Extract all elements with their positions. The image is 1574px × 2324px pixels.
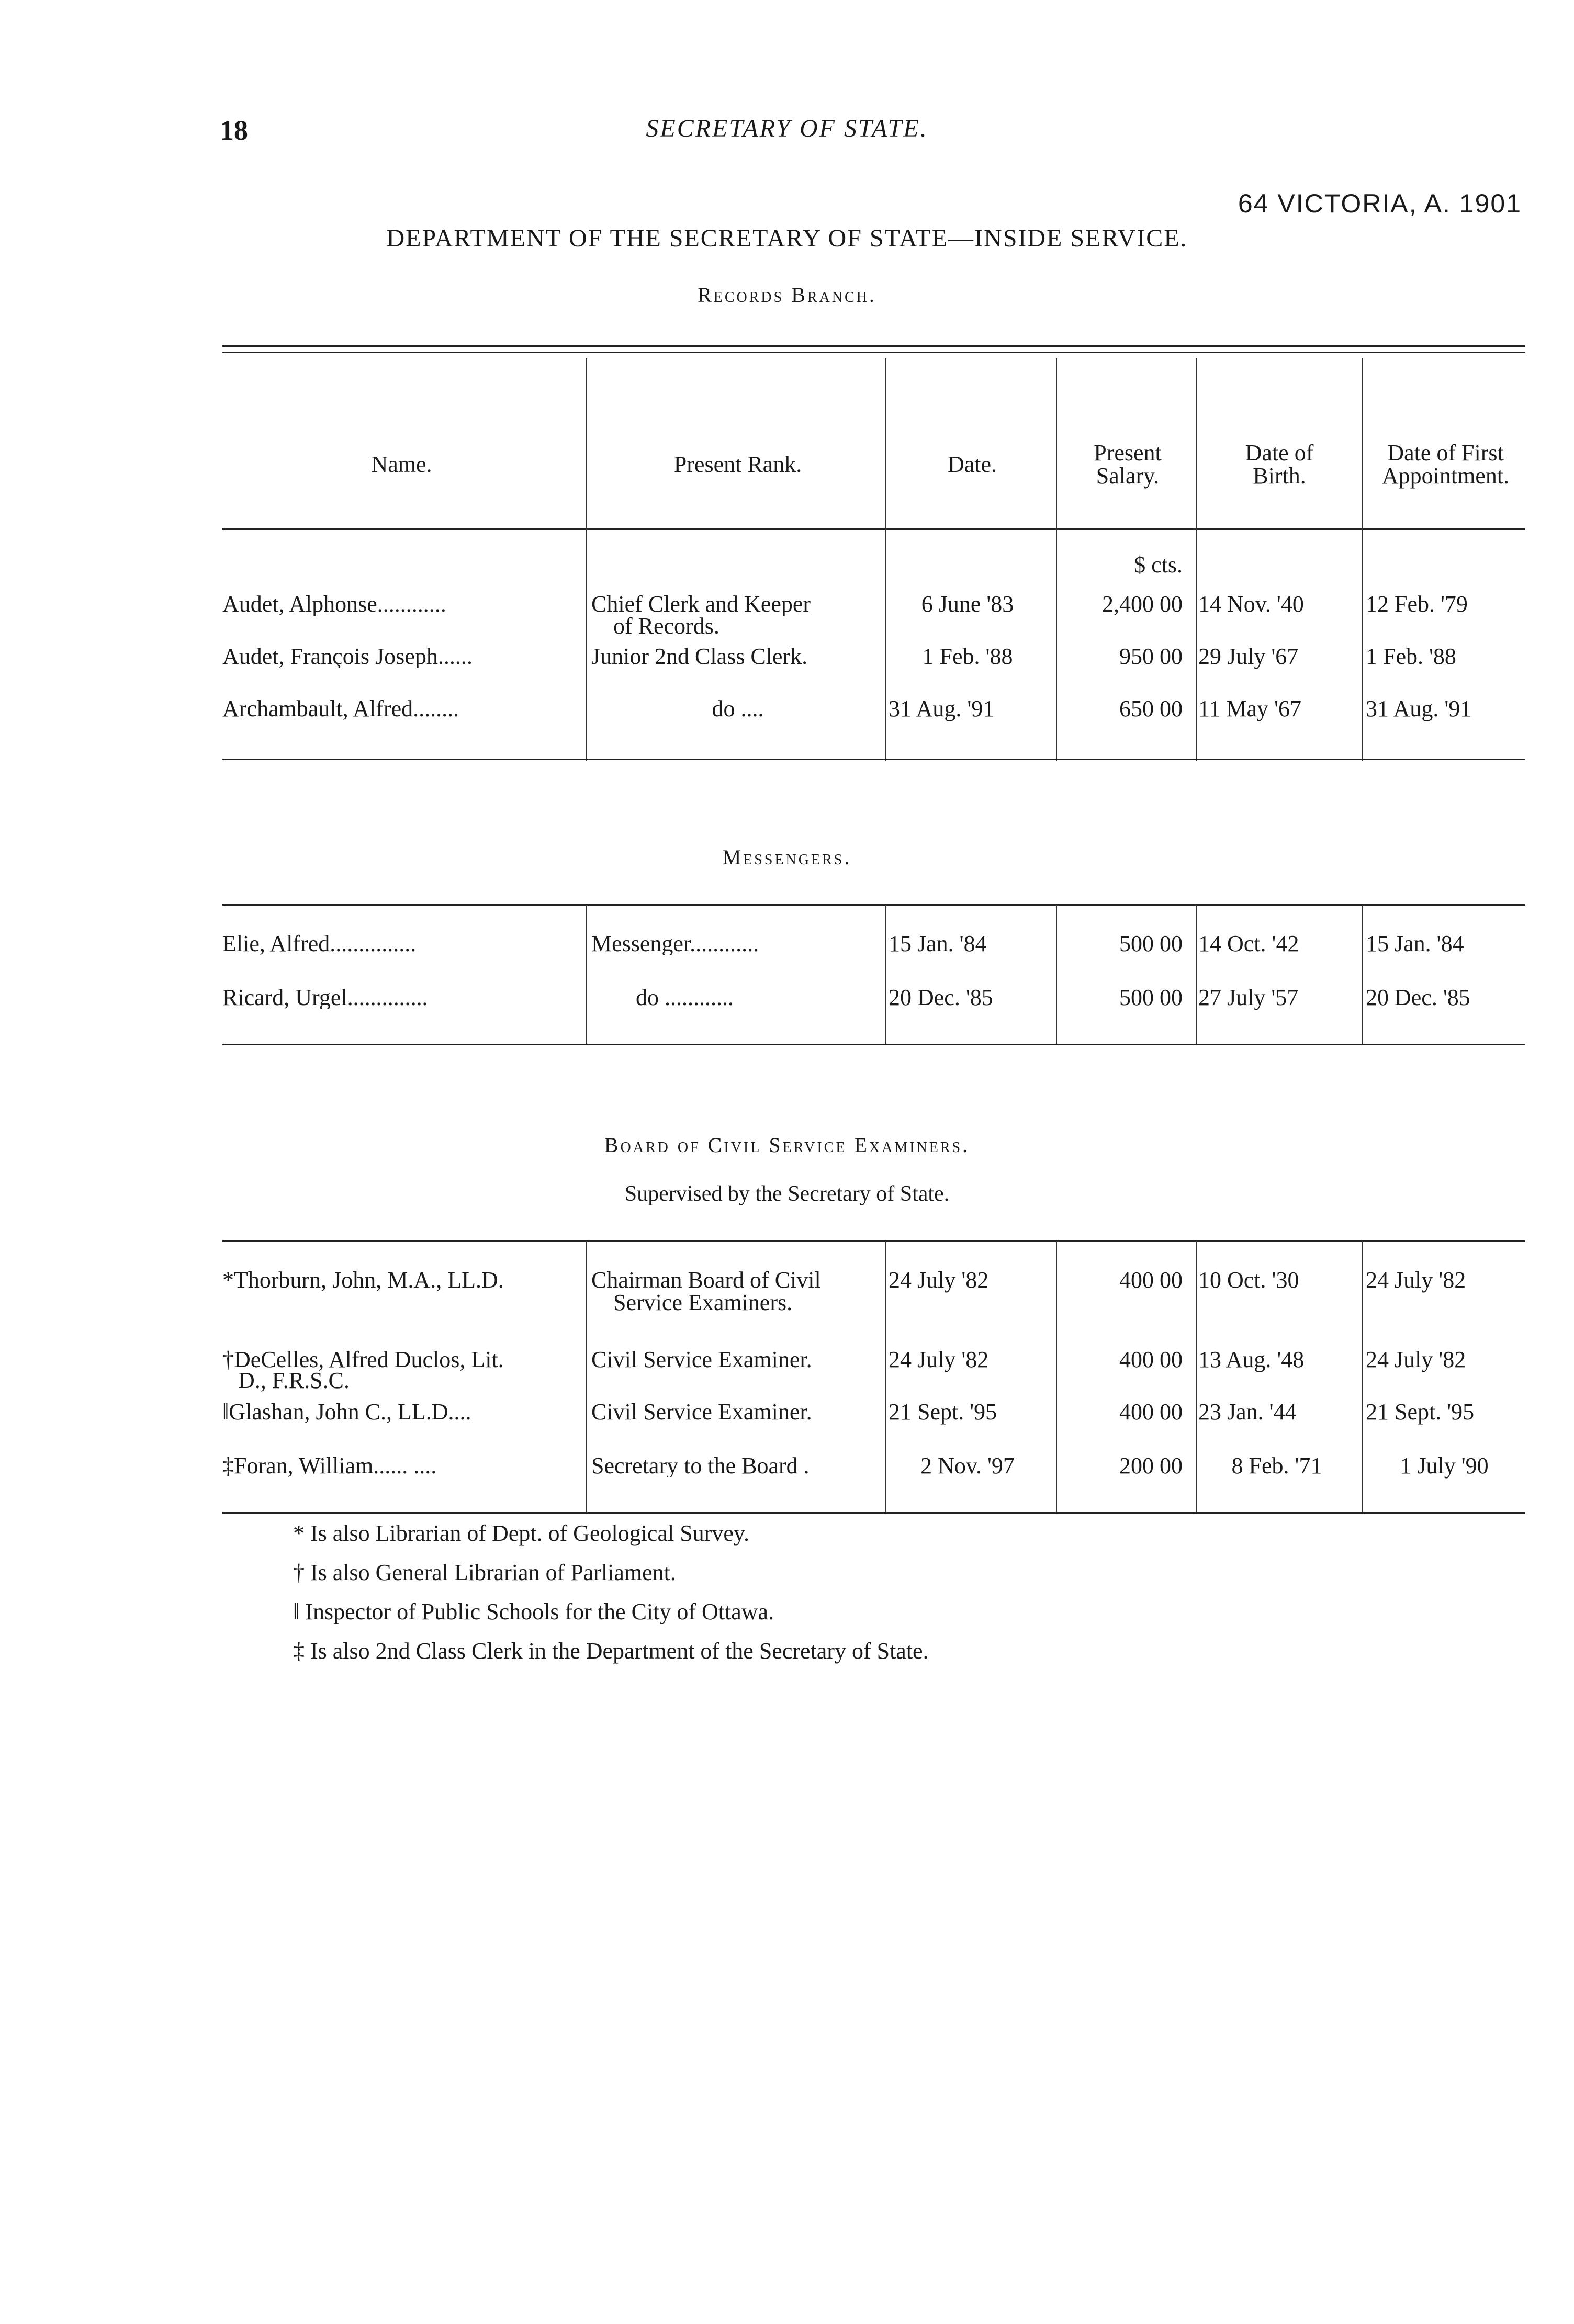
cell-rank: do ............	[636, 986, 734, 1009]
cell-salary: 500 00	[1119, 985, 1183, 1010]
column-divider	[1196, 358, 1197, 761]
cell-name: Audet, Alphonse............	[222, 593, 446, 616]
table-top-rule	[222, 1240, 1525, 1242]
table-bottom-rule	[222, 1512, 1525, 1514]
cell-salary: 500 00	[1119, 931, 1183, 956]
cell-birth: 29 July '67	[1198, 644, 1299, 669]
cell-date: 15 Jan. '84	[889, 931, 987, 956]
cell-first-appointment: 1 Feb. '88	[1366, 644, 1456, 669]
cell-date: 20 Dec. '85	[889, 985, 993, 1010]
cell-rank: Junior 2nd Class Clerk.	[591, 645, 808, 668]
cell-first-appointment: 24 July '82	[1366, 1267, 1466, 1293]
cell-first-appointment: 31 Aug. '91	[1366, 696, 1472, 721]
cell-salary: 400 00	[1119, 1347, 1183, 1372]
cell-birth: 10 Oct. '30	[1198, 1267, 1299, 1293]
column-header-date-of-first-appointment: Date of First Appointment.	[1381, 440, 1510, 489]
cell-rank: Chief Clerk and Keeper	[591, 593, 811, 616]
running-title: SECRETARY OF STATE.	[646, 115, 928, 142]
cell-date: 2 Nov. '97	[920, 1453, 1015, 1479]
column-header-date: Date.	[947, 452, 997, 477]
cell-first-appointment: 15 Jan. '84	[1366, 931, 1464, 956]
department-title: DEPARTMENT OF THE SECRETARY OF STATE—INSIDE SERVICE.	[386, 224, 1188, 252]
cell-rank: do ....	[712, 697, 764, 720]
footnote: ‡ Is also 2nd Class Clerk in the Department of the Secretary of State.	[293, 1638, 929, 1664]
cell-date: 24 July '82	[889, 1347, 989, 1372]
footnote: * Is also Librarian of Dept. of Geological Survey.	[293, 1520, 750, 1546]
cell-first-appointment: 12 Feb. '79	[1366, 591, 1468, 617]
table-top-rule	[222, 345, 1525, 347]
section-title-board-of-examiners: Board of Civil Service Examiners.	[604, 1133, 970, 1157]
cell-date: 31 Aug. '91	[889, 696, 995, 721]
cell-name: †DeCelles, Alfred Duclos, Lit.	[222, 1348, 504, 1371]
cell-name: Archambault, Alfred........	[222, 697, 459, 720]
column-divider	[885, 1241, 886, 1513]
cell-salary: 400 00	[1119, 1399, 1183, 1425]
cell-date: 1 Feb. '88	[922, 644, 1013, 669]
cell-rank: Civil Service Examiner.	[591, 1348, 812, 1371]
cell-name: Elie, Alfred...............	[222, 932, 417, 955]
cell-rank: Chairman Board of Civil	[591, 1269, 821, 1292]
cell-birth: 11 May '67	[1198, 696, 1301, 721]
cell-rank: Civil Service Examiner.	[591, 1401, 812, 1424]
column-divider	[885, 905, 886, 1045]
column-divider	[1362, 358, 1363, 761]
table-top-rule	[222, 904, 1525, 906]
cell-birth: 8 Feb. '71	[1231, 1453, 1322, 1479]
session-label: 64 VICTORIA, A. 1901	[1238, 189, 1522, 218]
section-title-records-branch: Records Branch.	[698, 283, 876, 307]
cell-birth: 14 Nov. '40	[1198, 591, 1304, 617]
section-title-messengers: Messengers.	[722, 845, 852, 869]
cell-salary: 2,400 00	[1102, 591, 1183, 617]
cell-date: 21 Sept. '95	[889, 1399, 997, 1425]
cell-salary: 400 00	[1119, 1267, 1183, 1293]
cell-name: Ricard, Urgel..............	[222, 986, 428, 1009]
column-divider	[1362, 1241, 1363, 1513]
table-top-rule-inner	[222, 352, 1525, 353]
cell-rank: Secretary to the Board .	[591, 1454, 810, 1477]
cell-first-appointment: 21 Sept. '95	[1366, 1399, 1475, 1425]
cell-date: 6 June '83	[921, 591, 1014, 617]
footnote: † Is also General Librarian of Parliament.	[293, 1560, 676, 1585]
cell-birth: 27 July '57	[1198, 985, 1299, 1010]
cell-name: ‡Foran, William...... ....	[222, 1454, 437, 1477]
table-bottom-rule	[222, 1044, 1525, 1045]
cell-name: ‖Glashan, John C., LL.D....	[222, 1401, 471, 1424]
column-divider	[586, 358, 587, 761]
column-header-name: Name.	[371, 452, 432, 477]
column-divider	[1196, 1241, 1197, 1513]
column-header-date-of-birth: Date of Birth.	[1245, 440, 1314, 489]
cell-birth: 13 Aug. '48	[1198, 1347, 1305, 1372]
table-bottom-rule	[222, 759, 1525, 760]
cell-salary: 950 00	[1119, 644, 1183, 669]
cell-first-appointment: 24 July '82	[1366, 1347, 1466, 1372]
column-divider	[586, 905, 587, 1045]
cell-rank: Messenger............	[591, 932, 759, 955]
cell-rank-continuation: of Records.	[613, 615, 719, 638]
column-divider	[1196, 905, 1197, 1045]
column-divider	[1362, 905, 1363, 1045]
cell-date: 24 July '82	[889, 1267, 989, 1293]
header-bottom-rule	[222, 528, 1525, 530]
page-number: 18	[220, 115, 248, 146]
cell-birth: 14 Oct. '42	[1198, 931, 1299, 956]
salary-unit: $ cts.	[1134, 552, 1183, 578]
cell-name: *Thorburn, John, M.A., LL.D.	[222, 1269, 504, 1292]
footnote: ‖ Inspector of Public Schools for the City of Ottawa.	[293, 1599, 774, 1624]
cell-name-continuation: D., F.R.S.C.	[238, 1369, 350, 1392]
section-subtitle: Supervised by the Secretary of State.	[624, 1182, 950, 1206]
column-divider	[1056, 905, 1057, 1045]
cell-rank-continuation: Service Examiners.	[613, 1291, 793, 1314]
column-header-present-salary: Present Salary.	[1094, 440, 1162, 489]
cell-salary: 200 00	[1119, 1453, 1183, 1479]
cell-first-appointment: 20 Dec. '85	[1366, 985, 1470, 1010]
cell-name: Audet, François Joseph......	[222, 645, 473, 668]
column-divider	[885, 358, 886, 761]
column-header-present-rank: Present Rank.	[673, 452, 802, 477]
cell-first-appointment: 1 July '90	[1400, 1453, 1489, 1479]
cell-salary: 650 00	[1119, 696, 1183, 721]
cell-birth: 23 Jan. '44	[1198, 1399, 1297, 1425]
